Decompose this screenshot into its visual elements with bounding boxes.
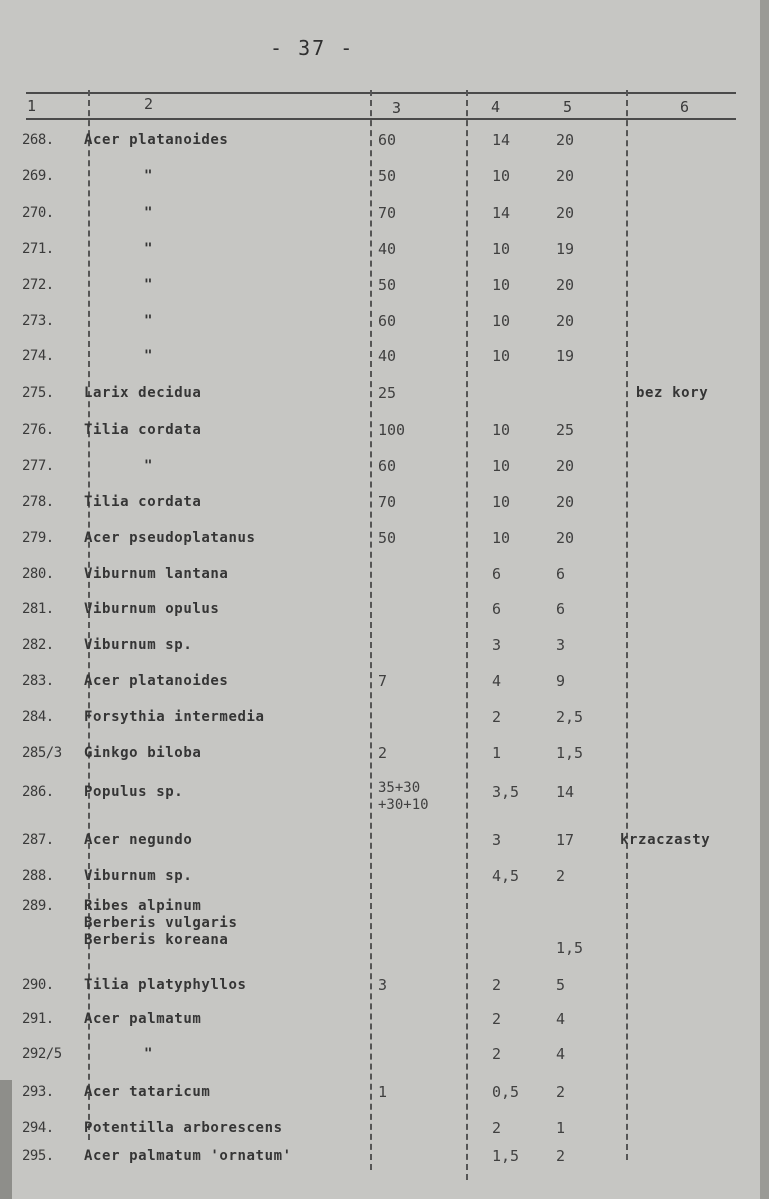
column-5-value: 2 <box>556 1147 566 1165</box>
species-name: " <box>144 313 154 329</box>
species-name: Tilia cordata <box>84 494 202 510</box>
column-divider <box>626 90 628 1160</box>
column-4-value: 6 <box>492 600 502 618</box>
column-header: 4 <box>491 98 501 116</box>
header-rule <box>26 118 736 120</box>
column-4-value: 10 <box>492 529 511 547</box>
column-5-value: 20 <box>556 529 575 547</box>
row-number: 289. <box>22 898 54 914</box>
column-3-value: 100 <box>378 421 406 439</box>
column-5-value: 20 <box>556 131 575 149</box>
row-number: 278. <box>22 494 54 510</box>
column-5-value: 2 <box>556 1083 566 1101</box>
row-number: 276. <box>22 422 54 438</box>
row-number: 268. <box>22 132 54 148</box>
column-4-value: 10 <box>492 421 511 439</box>
column-5-value: 4 <box>556 1010 566 1028</box>
column-5-value: 4 <box>556 1045 566 1063</box>
column-5-value: 6 <box>556 600 566 618</box>
column-3-value: 50 <box>378 529 397 547</box>
column-4-value: 2 <box>492 1010 502 1028</box>
species-name: " <box>144 458 154 474</box>
column-4-value: 3 <box>492 636 502 654</box>
column-5-value: 20 <box>556 493 575 511</box>
column-5-value: 19 <box>556 347 575 365</box>
column-3-value: 2 <box>378 744 388 762</box>
row-number: 286. <box>22 784 54 800</box>
species-name: Potentilla arborescens <box>84 1120 283 1136</box>
column-header: 3 <box>392 99 402 117</box>
species-name: Acer pseudoplatanus <box>84 530 256 546</box>
column-4-value: 10 <box>492 493 511 511</box>
column-4-value: 2 <box>492 976 502 994</box>
column-3-value: 7 <box>378 672 388 690</box>
column-header: 2 <box>144 95 154 113</box>
column-4-value: 2 <box>492 1119 502 1137</box>
species-name: Tilia cordata <box>84 422 202 438</box>
row-number: 273. <box>22 313 54 329</box>
column-3-value: 35+30 +30+10 <box>378 780 429 813</box>
row-number: 287. <box>22 832 54 848</box>
remark: bez kory <box>636 385 709 401</box>
column-5-value: 20 <box>556 204 575 222</box>
column-5-value: 9 <box>556 672 566 690</box>
column-4-value: 10 <box>492 312 511 330</box>
row-number: 283. <box>22 673 54 689</box>
column-4-value: 10 <box>492 167 511 185</box>
column-5-value: 19 <box>556 240 575 258</box>
page-edge <box>0 1080 12 1199</box>
column-5-value: 2 <box>556 867 566 885</box>
species-name: Acer palmatum <box>84 1011 202 1027</box>
column-5-value: 1,5 <box>556 744 584 762</box>
species-name: " <box>144 205 154 221</box>
column-3-value: 50 <box>378 276 397 294</box>
remark: krzaczasty <box>620 832 711 848</box>
column-5-value: 20 <box>556 276 575 294</box>
column-4-value: 0,5 <box>492 1083 520 1101</box>
species-name: Viburnum sp. <box>84 637 193 653</box>
column-5-value: 2,5 <box>556 708 584 726</box>
column-4-value: 2 <box>492 1045 502 1063</box>
column-5-value: 1,5 <box>556 939 584 957</box>
row-number: 295. <box>22 1148 54 1164</box>
column-divider <box>466 90 468 1180</box>
column-3-value: 70 <box>378 493 397 511</box>
column-5-value: 20 <box>556 167 575 185</box>
column-4-value: 1 <box>492 744 502 762</box>
column-5-value: 5 <box>556 976 566 994</box>
row-number: 290. <box>22 977 54 993</box>
species-name: " <box>144 348 154 364</box>
column-4-value: 10 <box>492 240 511 258</box>
row-number: 284. <box>22 709 54 725</box>
row-number: 279. <box>22 530 54 546</box>
column-3-value: 70 <box>378 204 397 222</box>
column-5-value: 6 <box>556 565 566 583</box>
column-5-value: 1 <box>556 1119 566 1137</box>
column-header: 5 <box>563 98 573 116</box>
column-4-value: 3,5 <box>492 783 520 801</box>
species-name: Viburnum opulus <box>84 601 220 617</box>
column-5-value: 20 <box>556 312 575 330</box>
row-number: 271. <box>22 241 54 257</box>
row-number: 272. <box>22 277 54 293</box>
column-4-value: 10 <box>492 276 511 294</box>
row-number: 292/5 <box>22 1046 62 1062</box>
row-number: 288. <box>22 868 54 884</box>
column-3-value: 25 <box>378 384 397 402</box>
column-3-value: 40 <box>378 347 397 365</box>
column-3-value: 1 <box>378 1083 388 1101</box>
column-3-value: 40 <box>378 240 397 258</box>
species-name: " <box>144 1046 154 1062</box>
row-number: 274. <box>22 348 54 364</box>
species-name: Acer platanoides <box>84 673 229 689</box>
column-3-value: 60 <box>378 131 397 149</box>
row-number: 282. <box>22 637 54 653</box>
row-number: 291. <box>22 1011 54 1027</box>
species-name: " <box>144 168 154 184</box>
species-name: Forsythia intermedia <box>84 709 265 725</box>
row-number: 294. <box>22 1120 54 1136</box>
column-3-value: 50 <box>378 167 397 185</box>
column-5-value: 14 <box>556 783 575 801</box>
row-number: 280. <box>22 566 54 582</box>
column-5-value: 3 <box>556 636 566 654</box>
column-4-value: 3 <box>492 831 502 849</box>
row-number: 285/3 <box>22 745 62 761</box>
column-4-value: 2 <box>492 708 502 726</box>
species-name: " <box>144 277 154 293</box>
species-name: " <box>144 241 154 257</box>
species-name: Viburnum lantana <box>84 566 229 582</box>
species-name: Viburnum sp. <box>84 868 193 884</box>
column-4-value: 10 <box>492 457 511 475</box>
column-3-value: 60 <box>378 312 397 330</box>
column-3-value: 3 <box>378 976 388 994</box>
species-name: Tilia platyphyllos <box>84 977 247 993</box>
species-name: Ginkgo biloba <box>84 745 202 761</box>
column-4-value: 14 <box>492 131 511 149</box>
species-name: Populus sp. <box>84 784 184 800</box>
table-top-rule <box>26 92 736 94</box>
species-name: Acer negundo <box>84 832 193 848</box>
column-5-value: 17 <box>556 831 575 849</box>
column-header: 1 <box>27 97 37 115</box>
column-4-value: 4 <box>492 672 502 690</box>
species-name: Larix decidua <box>84 385 202 401</box>
row-number: 270. <box>22 205 54 221</box>
column-4-value: 14 <box>492 204 511 222</box>
column-4-value: 10 <box>492 347 511 365</box>
species-name: Acer tataricum <box>84 1084 211 1100</box>
row-number: 293. <box>22 1084 54 1100</box>
species-name: Ribes alpinum Berberis vulgaris Berberis koreana <box>84 898 238 948</box>
column-4-value: 4,5 <box>492 867 520 885</box>
species-name: Acer platanoides <box>84 132 229 148</box>
page-edge <box>760 0 769 1199</box>
page-number: - 37 - <box>270 36 355 60</box>
column-header: 6 <box>680 98 690 116</box>
column-3-value: 60 <box>378 457 397 475</box>
column-4-value: 1,5 <box>492 1147 520 1165</box>
row-number: 277. <box>22 458 54 474</box>
column-5-value: 25 <box>556 421 575 439</box>
column-divider <box>370 90 372 1170</box>
row-number: 275. <box>22 385 54 401</box>
row-number: 269. <box>22 168 54 184</box>
column-5-value: 20 <box>556 457 575 475</box>
species-name: Acer palmatum 'ornatum' <box>84 1148 292 1164</box>
column-4-value: 6 <box>492 565 502 583</box>
row-number: 281. <box>22 601 54 617</box>
